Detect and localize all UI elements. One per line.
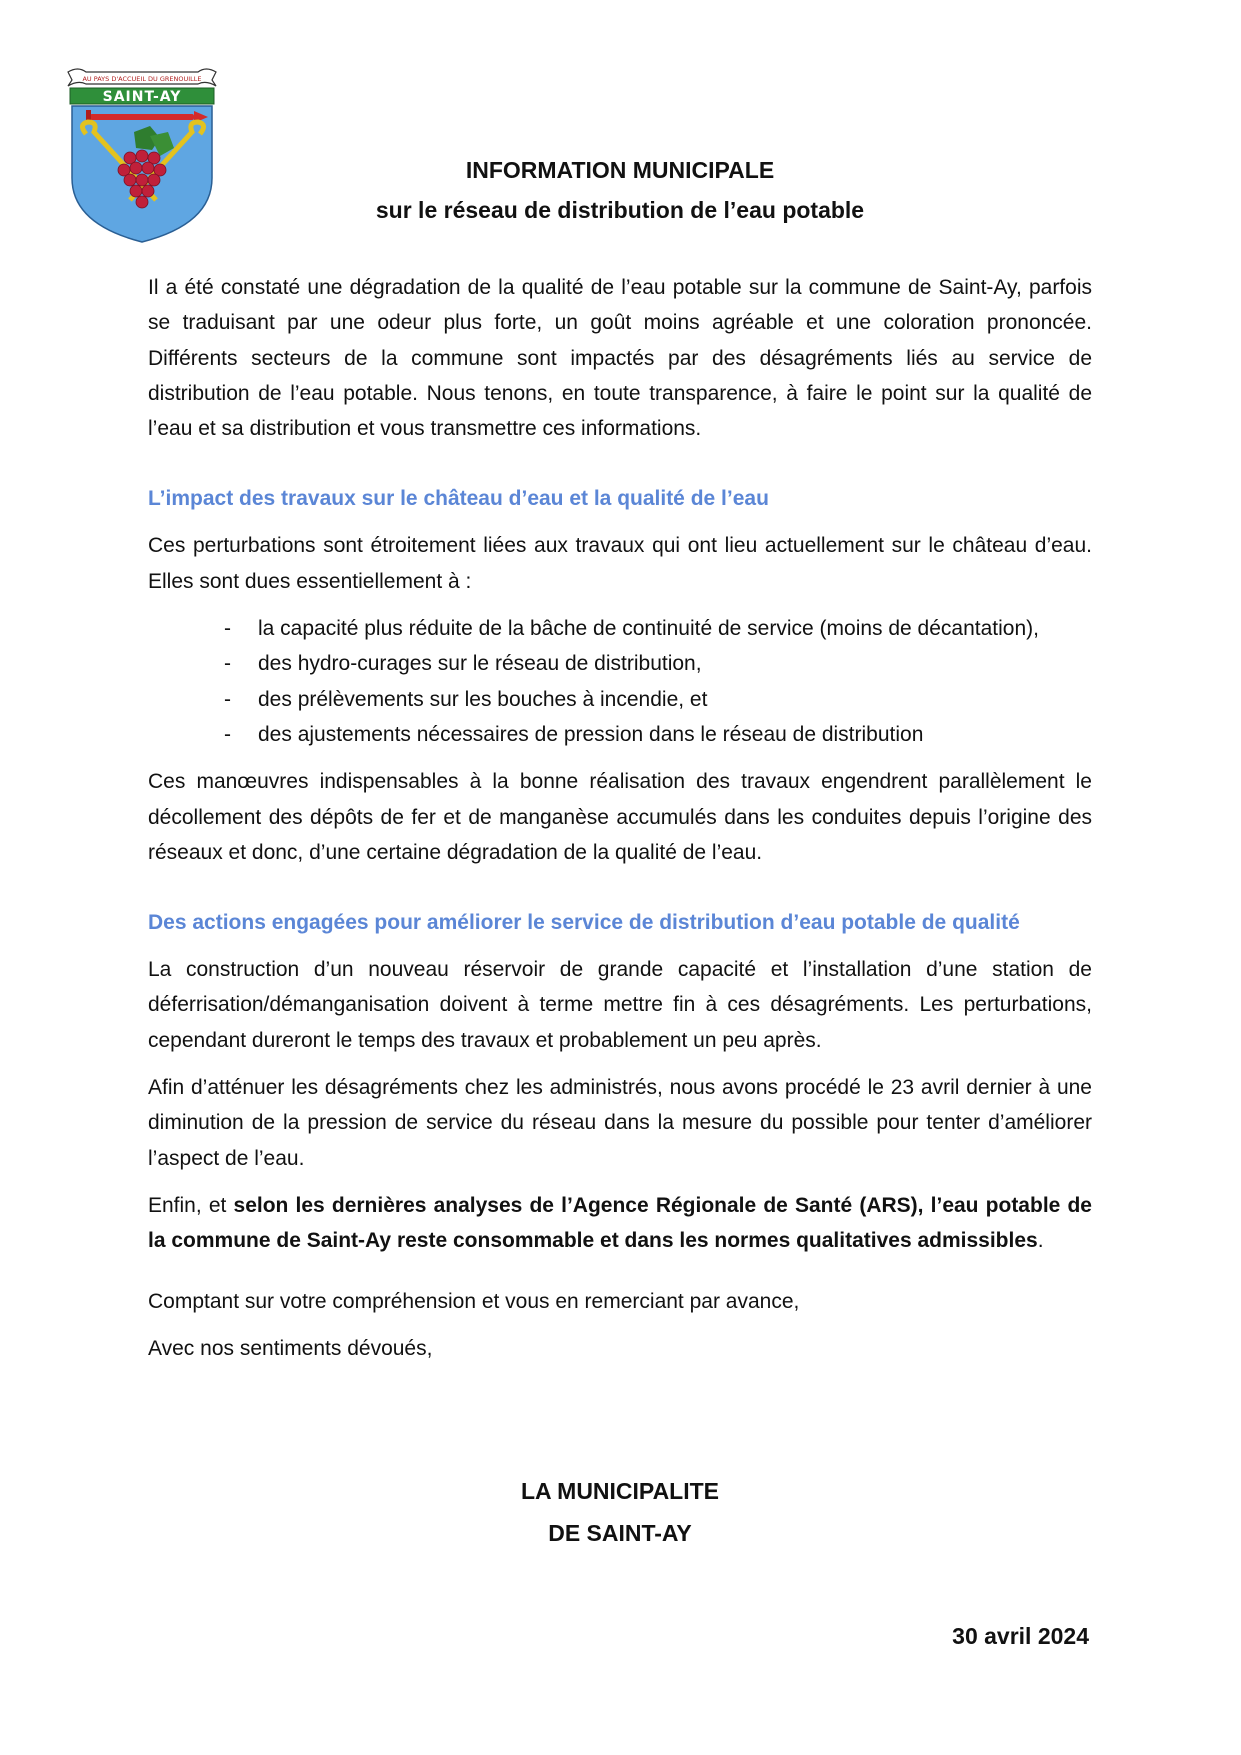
bullet-dash: - <box>224 652 231 676</box>
bullet-dash: - <box>224 617 231 641</box>
section-heading-impact: L’impact des travaux sur le château d’eau et la qualité de l’eau <box>148 487 769 511</box>
paragraph-end: . <box>1037 1229 1044 1253</box>
section-actions-paragraph-3 <box>148 1188 1092 1259</box>
causes-list <box>148 611 1092 752</box>
list-item-text: la capacité plus réduite de la bâche de continuité de service (moins de décantation), <box>258 617 1039 641</box>
section-impact-outro: Ces manœuvres indispensables à la bonne réalisation des travaux engendrent parallèlement le décollement des dépôts de fer et de manganèse accumulés dans les conduites depuis l’origine des réseaux et donc, d’une certaine dégradation de la qualité de l’eau. <box>148 770 1092 864</box>
signature-line-2: DE SAINT-AY <box>548 1520 692 1546</box>
bullet-dash: - <box>224 687 231 711</box>
document-title: INFORMATION MUNICIPALE <box>465 157 775 183</box>
list-item <box>148 682 1092 717</box>
section-heading-actions: Des actions engagées pour améliorer le service de distribution d’eau potable de qualité <box>148 911 1020 935</box>
document-date: 30 avril 2024 <box>952 1623 1089 1649</box>
signature-line-1: LA MUNICIPALITE <box>520 1478 720 1504</box>
intro-paragraph: Il a été constaté une dégradation de la qualité de l’eau potable sur la commune de Saint-Ay, parfois se traduisant par une odeur plus forte, un goût moins agréable et une coloration prononcée. Différents secteurs de la commune sont impactés par des désagréments liés au service de distribution de l’eau potable. Nous tenons, en toute transparence, à faire le point sur la qualité de l’eau et sa distribution et vous transmettre ces informations. <box>148 276 1092 441</box>
ars-statement-bold: selon les dernières analyses de l’Agence Régionale de Santé (ARS), l’eau potable de la commune de Saint-Ay reste consommable et dans les normes qualitatives admissibles <box>148 1193 1092 1253</box>
list-item <box>148 717 1092 752</box>
section-impact-intro: Ces perturbations sont étroitement liées aux travaux qui ont lieu actuellement sur le château d’eau. Elles sont dues essentiellement à : <box>148 534 1092 593</box>
logo-banner-text: AU PAYS D'ACCUEIL DU GRENOUILLE <box>82 75 202 83</box>
document-subtitle: sur le réseau de distribution de l’eau potable <box>375 197 865 223</box>
document-body <box>148 270 1092 1366</box>
list-item <box>148 646 1092 681</box>
bullet-dash: - <box>224 722 231 746</box>
section-actions-paragraph-2: Afin d’atténuer les désagréments chez les administrés, nous avons procédé le 23 avril dernier à une diminution de la pression de service du réseau dans la mesure du possible pour tenter d’améliorer l’aspect de l’eau. <box>148 1076 1092 1170</box>
paragraph-lead: Enfin, et <box>148 1193 234 1217</box>
closing-line-1: Comptant sur votre compréhension et vous en remerciant par avance, <box>148 1289 800 1313</box>
closing-line-2: Avec nos sentiments dévoués, <box>148 1336 433 1360</box>
list-item <box>148 611 1092 646</box>
section-actions-paragraph-1: La construction d’un nouveau réservoir de grande capacité et l’installation d’une station de déferrisation/démanganisation doivent à terme mettre fin à ces désagréments. Les perturbations, cependant dureront le temps des travaux et probablement un peu après. <box>148 958 1092 1052</box>
logo-name-text: SAINT-AY <box>102 89 182 105</box>
list-item-text: des hydro-curages sur le réseau de distribution, <box>258 652 702 676</box>
list-item-text: des ajustements nécessaires de pression dans le réseau de distribution <box>258 722 924 746</box>
list-item-text: des prélèvements sur les bouches à incendie, et <box>258 687 708 711</box>
